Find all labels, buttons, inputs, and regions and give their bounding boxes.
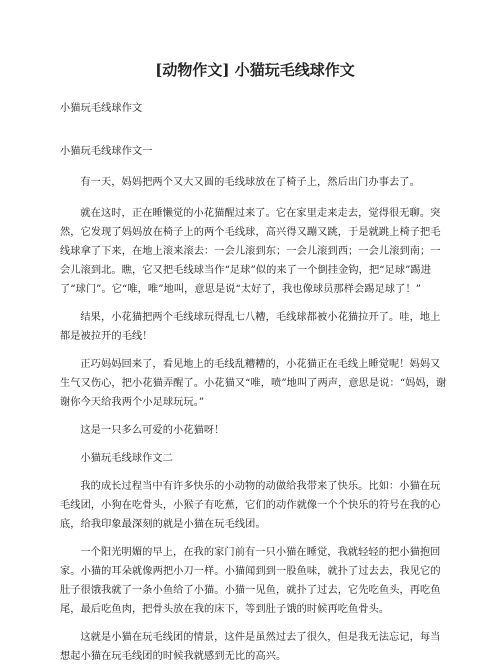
paragraph: 就在这时，正在睡懒觉的小花猫醒过来了。它在家里走来走去，觉得很无聊。突然，它发现了妈妈放在椅子上的两个毛线球，高兴得又蹦又跳，于是就跳上椅子把毛线球拿了下来，在地上滚来滚去：一会儿滚到东；一会儿滚到西；一会儿滚到南；一会儿滚到北。瞧，它又把毛线球当作“足球”似的来了一个倒挂金钩，把“足球”踢进了“球门”。它“唯，唯”地叫，意思是说“太好了，我也像球员那样会踢足球了！”	[60, 208, 441, 295]
paragraph: 这就是小猫在玩毛线团的情景，这件是虽然过去了很久，但是我无法忘记，每当想起小猫在玩毛线团的时候我就感到无比的高兴。	[60, 632, 441, 662]
section-heading-2: 小猫玩毛线球作文二	[80, 453, 173, 464]
paragraph: 一个阳光明媚的早上，在我的家门前有一只小猫在睡觉，我就轻轻的把小猫抱回家。小猫的耳朵就像两把小刀一样。小猫闻到到一股鱼味，就扑了过去去，我见它的肚子很饿我就了一条小鱼给了小猫。小猫一见鱼，就扑了过去，它先吃鱼头，再吃鱼尾，最后吃鱼肉，把骨头放在我的床下，等到肚子饿的时候再吃鱼骨头。	[60, 547, 441, 615]
paragraph: 这是一只多么可爱的小花猫呀！	[80, 425, 225, 436]
subtitle: 小猫玩毛线球作文	[60, 103, 143, 114]
paragraph: 正巧妈妈回来了，看见地上的毛线乱糟糟的，小花猫正在毛线上睡觉呢！妈妈又生气又伤心，把小花猫弄醒了。小花猫又“唯，喷”地叫了两声，意思是说：“妈妈，谢谢你今天给我两个小足球玩玩。”	[60, 359, 447, 408]
section-heading-1: 小猫玩毛线球作文一	[60, 146, 153, 157]
paragraph: 我的成长过程当中有许多快乐的小动物的动做给我带来了快乐。比如：小猫在玩毛线团，小狗在吃骨头，小猴子有吃蕉，它们的动作就像一个个快乐的符号在我的心底，给我印象最深刻的就是小猫在玩毛线团。	[60, 481, 441, 530]
document-title: [动物作文] 小猫玩毛线球作文	[155, 61, 355, 79]
paragraph: 有一天，妈妈把两个又大又圆的毛线球放在了椅子上，然后出门办事去了。	[80, 177, 420, 188]
paragraph: 结果，小花猫把两个毛线球玩得乱七八糟，毛线球都被小花猫拉开了。哇，地上都是被拉开的毛线！	[60, 312, 441, 342]
